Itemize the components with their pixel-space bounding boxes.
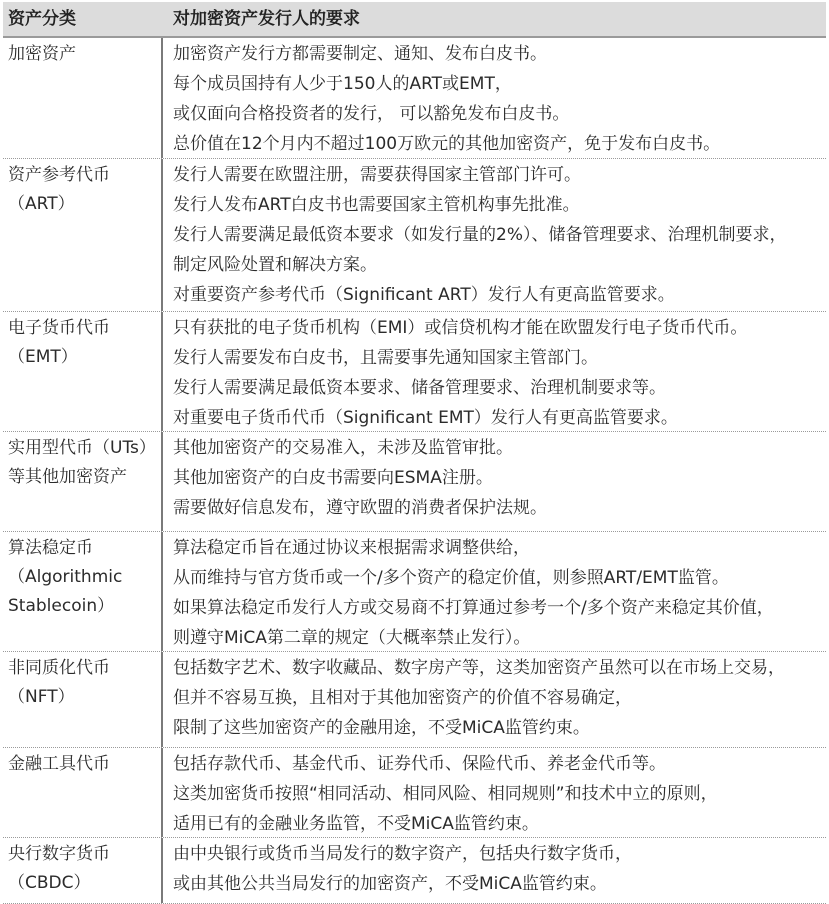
requirement-line: 总价值在12个月内不超过100万欧元的其他加密资产，免于发布白皮书。: [173, 134, 721, 154]
requirement-line: 只有获批的电子货币机构（EMI）或信贷机构才能在欧盟发行电子货币代币。: [173, 318, 748, 338]
requirement-line: 发行人需要满足最低资本要求（如发行量的2%）、储备管理要求、治理机制要求，: [173, 225, 787, 245]
table-header: [3, 2, 826, 38]
requirement-line: 但并不容易互换，且相对于其他加密资产的价值不容易确定，: [173, 688, 632, 708]
category-text: 加密资产: [8, 44, 76, 64]
row-category: [3, 38, 163, 158]
table-body: [3, 38, 826, 904]
requirement-line: 从而维持与官方货币或一个/多个资产的稳定价值，则参照ART/EMT监管。: [173, 568, 729, 588]
table-row: [3, 748, 826, 838]
category-text: Stablecoin）: [8, 596, 115, 616]
row-requirements: [163, 748, 826, 837]
row-requirements: [163, 38, 826, 158]
row-requirements: [163, 159, 826, 311]
category-text: （EMT）: [8, 347, 78, 367]
row-requirements: [163, 312, 826, 431]
header-category: 资产分类: [8, 9, 76, 29]
requirement-line: 其他加密资产的白皮书需要向ESMA注册。: [173, 468, 493, 488]
table-row: [3, 838, 826, 904]
table-row: [3, 38, 826, 159]
requirement-line: 或由其他公共当局发行的加密资产，不受MiCA监管约束。: [173, 874, 607, 894]
category-text: 电子货币代币: [8, 318, 110, 338]
table-row: [3, 159, 826, 312]
regulation-table: [3, 2, 826, 904]
requirement-line: 发行人需要在欧盟注册，需要获得国家主管部门许可。: [173, 165, 581, 185]
category-text: （ART）: [8, 194, 75, 214]
row-category: [3, 748, 163, 837]
row-category: [3, 312, 163, 431]
requirement-line: 算法稳定币旨在通过协议来根据需求调整供给，: [173, 538, 530, 558]
requirement-line: 如果算法稳定币发行人方或交易商不打算通过参考一个/多个资产来稳定其价值，: [173, 598, 774, 618]
requirement-line: 包括存款代币、基金代币、证券代币、保险代币、养老金代币等。: [173, 754, 666, 774]
category-text: 实用型代币（UTs）: [8, 438, 156, 458]
requirement-line: 包括数字艺术、数字收藏品、数字房产等，这类加密资产虽然可以在市场上交易，: [173, 658, 785, 678]
category-text: 资产参考代币: [8, 165, 110, 185]
row-category: [3, 652, 163, 747]
requirement-line: 发行人需要满足最低资本要求、储备管理要求、治理机制要求等。: [173, 378, 666, 398]
category-text: 非同质化代币: [8, 658, 110, 678]
category-text: 金融工具代币: [8, 754, 110, 774]
row-requirements: [163, 432, 826, 531]
requirement-line: 适用已有的金融业务监管，不受MiCA监管约束。: [173, 814, 539, 834]
row-requirements: [163, 652, 826, 747]
category-text: 央行数字货币: [8, 844, 110, 864]
requirement-line: 其他加密资产的交易准入，未涉及监管审批。: [173, 438, 513, 458]
requirement-line: 则遵守MiCA第二章的规定（大概率禁止发行）。: [173, 628, 531, 648]
requirement-line: 这类加密货币按照“相同活动、相同风险、相同规则”和技术中立的原则，: [173, 784, 718, 804]
requirement-line: 加密资产发行方都需要制定、通知、发布白皮书。: [173, 44, 547, 64]
requirement-line: 发行人发布ART白皮书也需要国家主管机构事先批准。: [173, 195, 580, 215]
header-requirement: 对加密资产发行人的要求: [173, 9, 360, 29]
row-requirements: [163, 838, 826, 903]
table-row: [3, 652, 826, 748]
requirement-line: 需要做好信息发布，遵守欧盟的消费者保护法规。: [173, 498, 547, 518]
requirement-line: 发行人需要发布白皮书，且需要事先通知国家主管部门。: [173, 348, 598, 368]
requirement-line: 限制了这些加密资产的金融用途，不受MiCA监管约束。: [173, 718, 590, 738]
category-text: （NFT）: [8, 687, 75, 707]
category-text: 等其他加密资产: [8, 467, 127, 487]
requirement-line: 由中央银行或货币当局发行的数字资产，包括央行数字货币，: [173, 844, 632, 864]
row-category: [3, 159, 163, 311]
table-row: [3, 432, 826, 532]
requirement-line: 对重要资产参考代币（Significant ART）发行人有更高监管要求。: [173, 285, 675, 305]
category-text: （Algorithmic: [8, 567, 123, 587]
requirement-line: 或仅面向合格投资者的发行， 可以豁免发布白皮书。: [173, 104, 570, 124]
row-category: [3, 532, 163, 651]
category-text: （CBDC）: [8, 873, 91, 893]
requirement-line: 制定风险处置和解决方案。: [173, 255, 377, 275]
category-text: 算法稳定币: [8, 538, 93, 558]
requirement-line: 对重要电子货币代币（Significant EMT）发行人有更高监管要求。: [173, 408, 678, 428]
requirement-line: 每个成员国持有人少于150人的ART或EMT，: [173, 74, 512, 94]
table-row: [3, 532, 826, 652]
row-requirements: [163, 532, 826, 651]
table-row: [3, 312, 826, 432]
row-category: [3, 838, 163, 903]
row-category: [3, 432, 163, 531]
